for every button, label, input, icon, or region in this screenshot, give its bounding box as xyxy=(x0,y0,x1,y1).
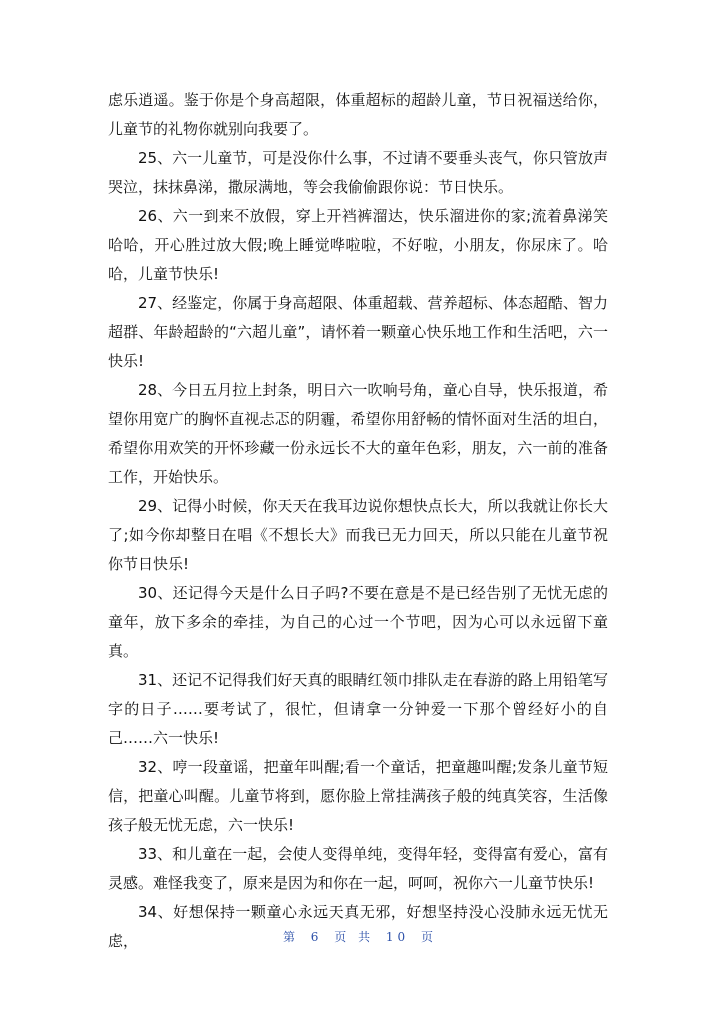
footer-total-pages: 10 xyxy=(385,930,410,944)
footer-suffix: 页 xyxy=(421,930,438,944)
paragraph-33: 33、和儿童在一起，会使人变得单纯，变得年轻，变得富有爱心，富有灵感。难怪我变了，原来是因为和你在一起，呵呵，祝你六一儿童节快乐! xyxy=(108,845,608,892)
paragraph-25: 25、六一儿童节，可是没你什么事，不过请不要垂头丧气，你只管放声哭泣，抹抹鼻涕，撒尿满地，等会我偷偷跟你说：节日快乐。 xyxy=(108,149,608,196)
page-footer xyxy=(0,928,720,945)
paragraph-27: 27、经鉴定，你属于身高超限、体重超载、营养超标、体态超酷、智力超群、年龄超龄的“六超儿童”，请怀着一颗童心快乐地工作和生活吧，六一快乐! xyxy=(108,294,608,370)
document-body xyxy=(108,86,608,956)
paragraph-26: 26、六一到来不放假，穿上开裆裤溜达，快乐溜进你的家;流着鼻涕笑哈哈，开心胜过放大假;晚上睡觉哗啦啦，不好啦，小朋友，你尿床了。哈哈，儿童节快乐! xyxy=(108,207,608,283)
paragraph-30: 30、还记得今天是什么日子吗?不要在意是不是已经告别了无忧无虑的童年，放下多余的牵挂，为自己的心过一个节吧，因为心可以永远留下童真。 xyxy=(108,584,608,660)
footer-current-page: 6 xyxy=(310,930,323,944)
paragraph-29: 29、记得小时候，你天天在我耳边说你想快点长大，所以我就让你长大了;如今你却整日在唱《不想长大》而我已无力回天，所以只能在儿童节祝你节日快乐! xyxy=(108,497,608,573)
paragraph-31: 31、还记不记得我们好天真的眼睛红领巾排队走在春游的路上用铅笔写字的日子……要考试了，很忙，但请拿一分钟爱一下那个曾经好小的自己……六一快乐! xyxy=(108,671,608,747)
paragraph-28: 28、今日五月拉上封条，明日六一吹响号角，童心自导，快乐报道，希望你用宽广的胸怀直视忐忑的阴霾，希望你用舒畅的情怀面对生活的坦白，希望你用欢笑的开怀珍藏一份永远长不大的童年色彩，朋友，六一前的准备工作，开始快乐。 xyxy=(108,381,608,486)
footer-middle: 页 共 xyxy=(334,930,375,944)
paragraph-continued: 虑乐逍遥。鉴于你是个身高超限，体重超标的超龄儿童，节日祝福送给你，儿童节的礼物你就别向我要了。 xyxy=(108,91,608,138)
paragraph-32: 32、哼一段童谣，把童年叫醒;看一个童话，把童趣叫醒;发条儿童节短信，把童心叫醒。儿童节将到，愿你脸上常挂满孩子般的纯真笑容，生活像孩子般无忧无虑，六一快乐! xyxy=(108,758,608,834)
paragraph-34: 34、好想保持一颗童心永远天真无邪，好想坚持没心没肺永远无忧无虑， xyxy=(108,903,608,950)
footer-prefix: 第 xyxy=(282,930,299,944)
